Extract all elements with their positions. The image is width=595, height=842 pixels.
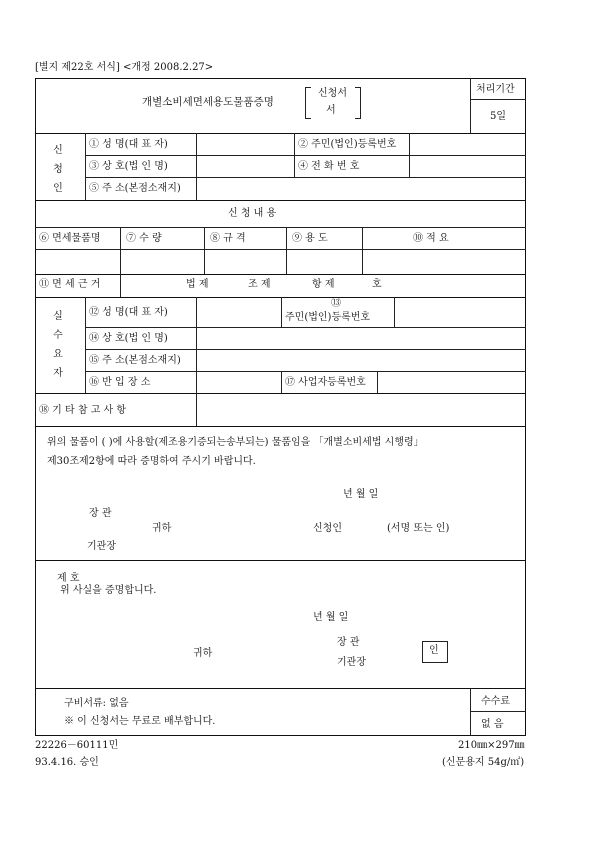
certificate-statement: 위 사실을 증명합니다.	[60, 585, 157, 596]
seal-label: 인	[429, 645, 439, 656]
basis-article: 조 제	[248, 279, 271, 290]
applicant-regno-label: ② 주민(법인)등록번호	[298, 139, 397, 150]
applicant-company-label: ③ 상 호(법 인 명)	[89, 161, 168, 172]
option-application: 신청서	[318, 88, 347, 99]
option-certificate: 서	[326, 105, 336, 116]
recipient-address-label: ⑮ 주 소(본점소재지)	[89, 355, 181, 366]
free-distribution-note: ※ 이 신청서는 무료로 배부합니다.	[64, 716, 216, 727]
declaration-sign-note: (서명 또는 인)	[387, 523, 450, 534]
declaration-line-1: 위의 물품이 ( )에 사용할(제조용기증되는송부되는) 물품임을 「개별소비세법 시행령」	[47, 437, 424, 448]
declaration-applicant: 신청인	[313, 523, 342, 534]
applicant-phone-label: ④ 전 화 번 호	[298, 161, 360, 172]
col-remark: ⑩ 적 요	[413, 233, 449, 244]
business-regno-label: ⑰ 사업자등록번호	[285, 377, 366, 388]
col-item-name: ⑥ 면세물품명	[39, 233, 101, 244]
form-number: [별지 제22호 서식] <개정 2008.2.27>	[35, 62, 214, 73]
certificate-minister: 장 관	[337, 637, 360, 648]
recipient-regno-number: ⑬	[331, 298, 341, 309]
recipient-name-label: ⑫ 성 명(대 표 자)	[89, 307, 168, 318]
declaration-agency-head: 기관장	[87, 541, 116, 552]
basis-clause: 항 제	[312, 279, 335, 290]
basis-law: 법 제	[186, 279, 209, 290]
applicant-address-label: ⑤ 주 소(본점소재지)	[89, 183, 181, 194]
fee-value: 없 음	[481, 719, 504, 730]
bracket-left	[305, 87, 311, 119]
basis-label: ⑪ 면 세 근 거	[39, 279, 101, 290]
recipient-regno-label: 주민(법인)등록번호	[285, 312, 371, 323]
applicant-side-label: 신 청 인	[53, 145, 63, 194]
bracket-right	[355, 87, 361, 119]
import-place-label: ⑯ 반 입 장 소	[89, 377, 151, 388]
declaration-date: 년 월 일	[343, 489, 379, 500]
col-spec: ⑧ 규 격	[210, 233, 246, 244]
recipient-company-label: ⑭ 상 호(법 인 명)	[89, 333, 168, 344]
col-quantity: ⑦ 수 량	[126, 233, 162, 244]
paper-type: (신문용지 54g/㎡)	[442, 757, 525, 768]
required-documents: 구비서류: 없음	[64, 698, 129, 709]
declaration-minister: 장 관	[89, 508, 112, 519]
form-title: 개별소비세면세용도물품증명	[142, 96, 274, 108]
declaration-line-2: 제30조제2항에 따라 증명하여 주시기 바랍니다.	[47, 456, 256, 467]
certificate-agency-head: 기관장	[337, 657, 366, 668]
col-use: ⑨ 용 도	[292, 233, 328, 244]
processing-period-value: 5일	[490, 111, 507, 122]
certificate-number-label: 제 호	[57, 573, 80, 584]
basis-item: 호	[372, 279, 382, 290]
recipient-side-label: 실 수 요 자	[53, 311, 63, 379]
applicant-name-label: ① 성 명(대 표 자)	[89, 139, 168, 150]
request-section-title: 신 청 내 용	[228, 208, 277, 219]
certificate-date: 년 월 일	[313, 612, 349, 623]
certificate-honorific: 귀하	[193, 648, 213, 659]
approval-date: 93.4.16. 승인	[35, 757, 99, 768]
form-code: 22226－60111민	[35, 740, 119, 751]
other-reference-label: ⑱ 기 타 참 고 사 항	[39, 405, 127, 416]
processing-period-label: 처리기간	[476, 84, 515, 95]
declaration-honorific: 귀하	[152, 523, 172, 534]
paper-size: 210㎜×297㎜	[458, 740, 525, 751]
fee-label: 수수료	[481, 696, 510, 707]
